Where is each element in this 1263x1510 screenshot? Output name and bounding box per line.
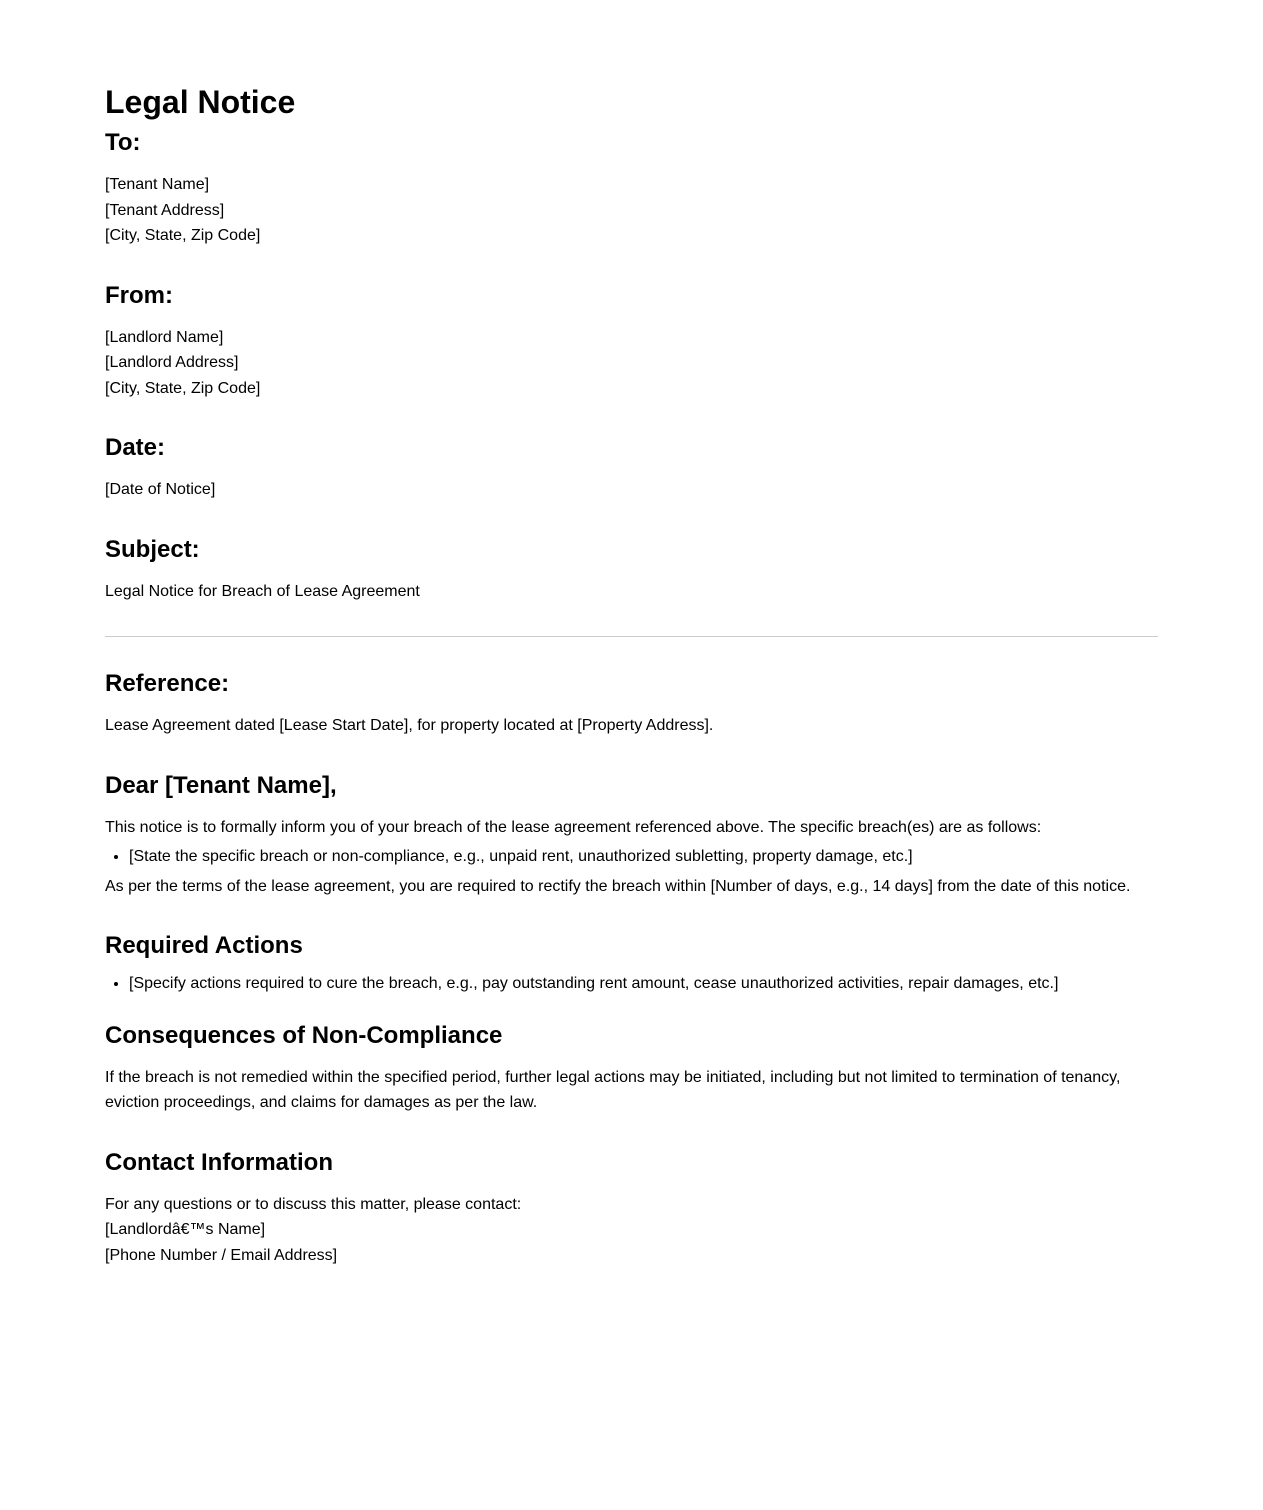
contact-heading: Contact Information [105, 1148, 333, 1176]
salutation-heading: Dear [Tenant Name], [105, 771, 337, 799]
contact-intro: For any questions or to discuss this matter, please contact: [105, 1195, 522, 1213]
date-value: [Date of Notice] [105, 481, 216, 498]
consequences-section [105, 1021, 1158, 1116]
landlord-city-state-zip: [City, State, Zip Code] [105, 379, 261, 397]
required-actions-section [105, 931, 1158, 997]
date-heading: Date: [105, 434, 166, 461]
landlord-address: [Landlord Address] [105, 354, 239, 371]
subject-value: Legal Notice for Breach of Lease Agreement [105, 582, 420, 600]
from-address-block [105, 325, 1158, 402]
from-section [105, 281, 1158, 402]
rectify-paragraph: As per the terms of the lease agreement, you are required to rectify the breach within [Number of days, e.g., 14 days] from the date of this notice. [105, 877, 1131, 895]
to-section [105, 128, 1158, 249]
salutation-section [105, 771, 1158, 900]
breach-intro: This notice is to formally inform you of your breach of the lease agreement referenced above. The specific breach(es) are as follows: [105, 818, 1042, 836]
to-address-block [105, 172, 1158, 249]
to-heading: To: [105, 129, 141, 156]
tenant-name: [Tenant Name] [105, 176, 210, 193]
required-actions-list [105, 971, 1158, 997]
contact-block [105, 1192, 1158, 1269]
landlord-name: [Landlord Name] [105, 328, 224, 346]
reference-section [105, 669, 1158, 739]
subject-section [105, 535, 1158, 605]
consequences-text: If the breach is not remedied within the specified period, further legal actions may be initiated, including but not limited to termination of tenancy, eviction proceedings, and claims for damages as per the law. [105, 1068, 1121, 1111]
tenant-city-state-zip: [City, State, Zip Code] [105, 227, 261, 244]
tenant-address: [Tenant Address] [105, 201, 225, 219]
required-actions-heading: Required Actions [105, 932, 303, 959]
contact-phone-email: [Phone Number / Email Address] [105, 1246, 338, 1264]
contact-landlord-name: [Landlordâ€™s Name] [105, 1221, 266, 1238]
page-title: Legal Notice [105, 84, 296, 120]
from-heading: From: [105, 281, 173, 309]
breach-item: • [State the specific breach or non-compliance, e.g., unpaid rent, unauthorized subletting, property damage, etc.] [129, 844, 1158, 870]
section-divider [105, 636, 1158, 637]
date-section [105, 433, 1158, 503]
subject-heading: Subject: [105, 535, 200, 563]
contact-section [105, 1148, 1158, 1269]
reference-heading: Reference: [105, 670, 230, 697]
consequences-heading: Consequences of Non-Compliance [105, 1021, 503, 1049]
reference-value: Lease Agreement dated [Lease Start Date], for property located at [Property Address]. [105, 717, 714, 734]
breach-list [105, 844, 1158, 870]
required-action-item: • [Specify actions required to cure the breach, e.g., pay outstanding rent amount, cease unauthorized activities, repair damages, etc.] [129, 971, 1158, 997]
